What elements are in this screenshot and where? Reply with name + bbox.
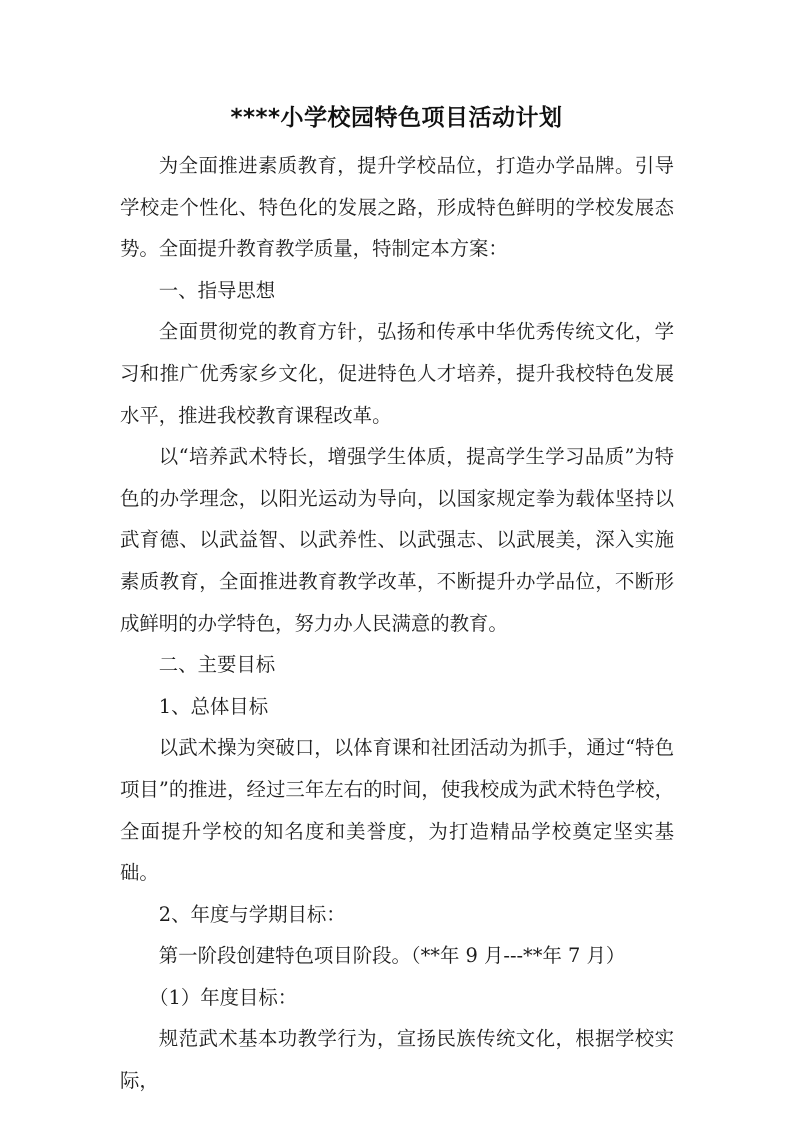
paragraph: 以“培养武术特长，增强学生体质，提高学生学习品质”为特色的办学理念，以阳光运动为导向，以国家规定拳为载体坚持以武育德、以武益智、以武养性、以武强志、以武展美，深入实施素质教育，全面推进教育教学改革，不断提升办学品位，不断形成鲜明的办学特色，努力办人民满意的教育。 (120, 445, 674, 635)
item-text: 规范武术基本功教学行为，宣扬民族传统文化，根据学校实际， (120, 1027, 674, 1093)
paragraph: 全面贯彻党的教育方针，弘扬和传承中华优秀传统文化，学习和推广优秀家乡文化，促进特色人才培养，提升我校特色发展水平，推进我校教育课程改革。 (120, 320, 674, 427)
section-heading-guiding-ideology: 一、指导思想 (158, 278, 276, 302)
intro-paragraph: 为全面推进素质教育，提升学校品位，打造办学品牌。引导学校走个性化、特色化的发展之路，形成特色鲜明的学校发展态势。全面提升教育教学质量，特制定本方案： (120, 154, 674, 261)
section-heading-main-goals: 二、主要目标 (158, 653, 276, 677)
document-title: ****小学校园特色项目活动计划 (230, 105, 563, 131)
subheading-overall-goal: 1、总体目标 (158, 694, 269, 718)
paragraph: 以武术操为突破口，以体育课和社团活动为抓手，通过“特色项目”的推进，经过三年左右的时间，使我校成为武术特色学校，全面提升学校的知名度和美誉度，为打造精品学校奠定坚实基础。 (120, 736, 674, 885)
stage-line: 第一阶段创建特色项目阶段。（**年 9 月---**年 7 月） (158, 944, 626, 968)
item-heading-annual-goal: （1）年度目标： (149, 985, 298, 1009)
subheading-annual-term-goals: 2、年度与学期目标： (158, 902, 346, 926)
document-body (120, 145, 674, 1102)
